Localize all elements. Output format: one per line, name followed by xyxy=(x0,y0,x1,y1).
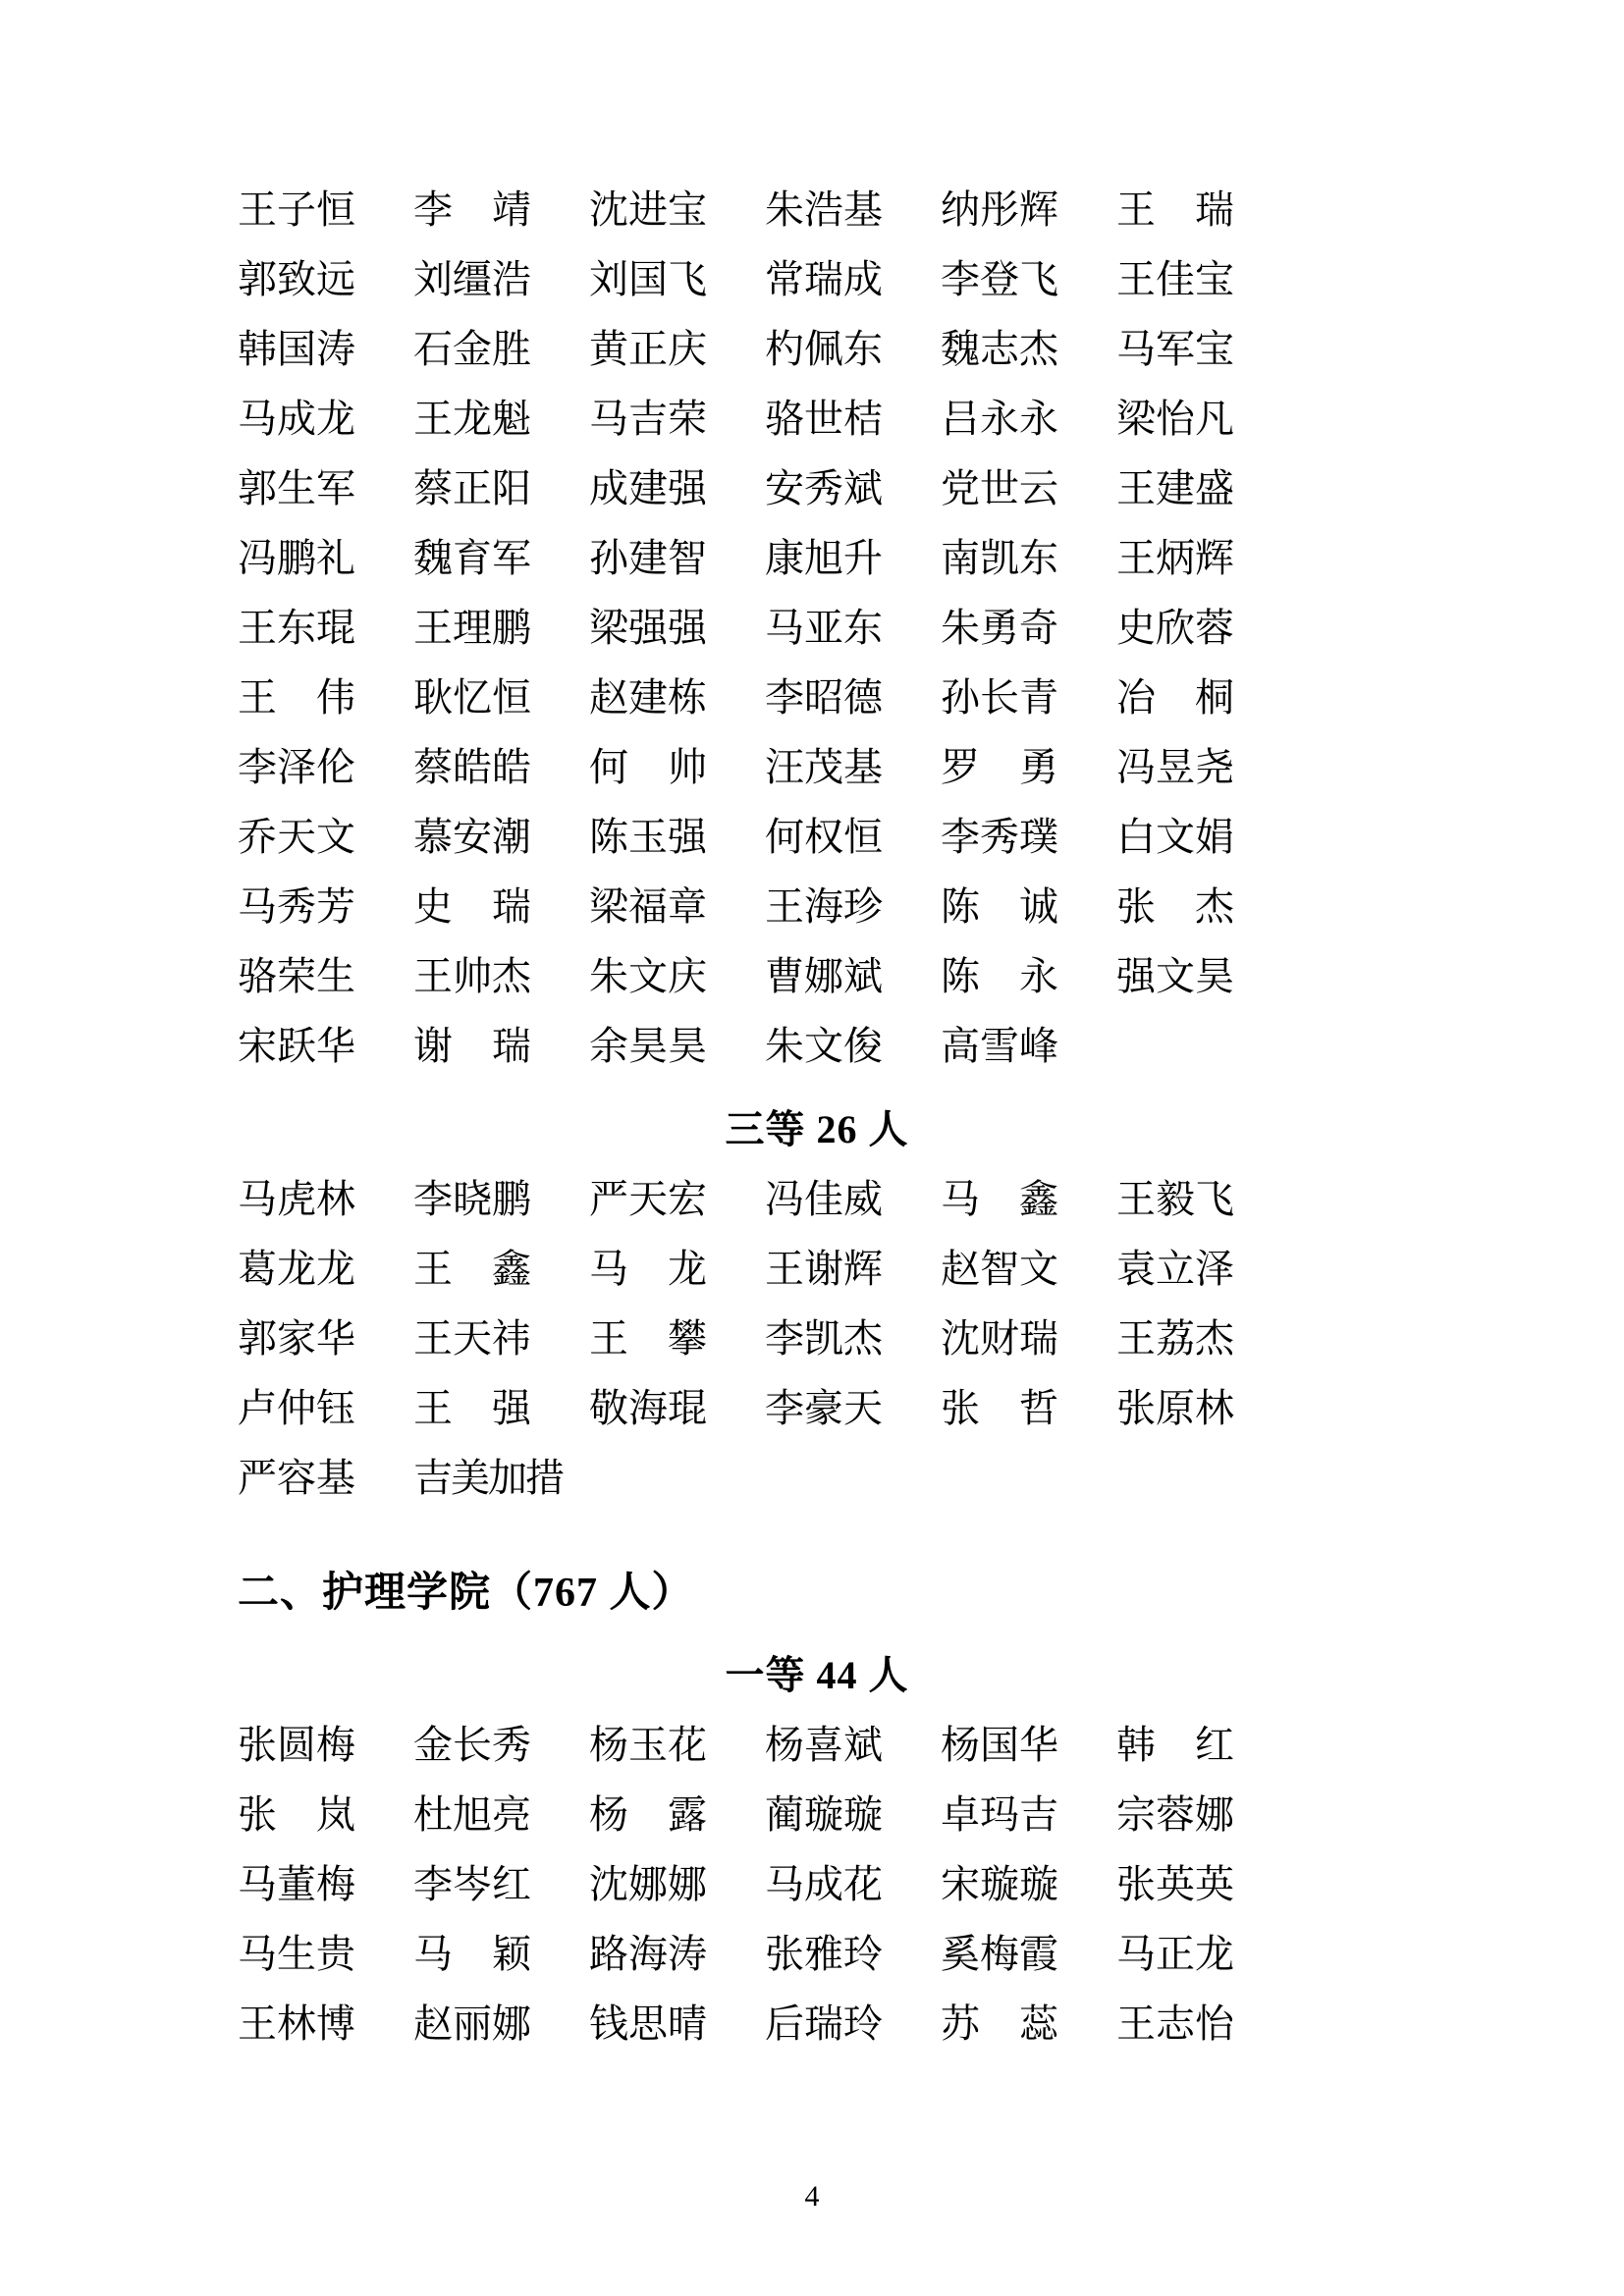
name-cell: 张 哲 xyxy=(941,1386,1058,1430)
name-cell: 耿忆恒 xyxy=(413,675,531,720)
name-cell: 郭生军 xyxy=(238,466,355,510)
name-cell: 严容基 xyxy=(238,1456,355,1500)
name-cell: 赵智文 xyxy=(941,1247,1058,1291)
name-cell: 马 龙 xyxy=(589,1247,707,1291)
name-cell: 杨国华 xyxy=(941,1723,1058,1767)
name-cell: 冯鹏礼 xyxy=(238,536,355,580)
name-cell: 马军宝 xyxy=(1116,327,1234,371)
name-cell: 罗 勇 xyxy=(941,745,1058,789)
name-cell: 刘缰浩 xyxy=(413,257,531,301)
name-cell: 张 岚 xyxy=(238,1792,355,1837)
name-cell: 沈财瑞 xyxy=(941,1316,1058,1361)
name-cell: 陈玉强 xyxy=(589,815,707,859)
name-cell: 乔天文 xyxy=(238,815,355,859)
name-cell: 吉美加措 xyxy=(413,1456,563,1500)
name-cell: 王龙魁 xyxy=(413,397,531,441)
name-cell: 何权恒 xyxy=(765,815,883,859)
name-cell: 党世云 xyxy=(941,466,1058,510)
name-cell: 王 鑫 xyxy=(413,1247,531,1291)
name-cell xyxy=(1116,1443,1292,1513)
name-cell: 张原林 xyxy=(1116,1386,1234,1430)
name-cell: 史 瑞 xyxy=(413,884,531,929)
name-cell xyxy=(589,1443,765,1513)
name-cell: 马成龙 xyxy=(238,397,355,441)
name-cell: 李昭德 xyxy=(765,675,883,720)
page-content xyxy=(238,175,1396,2058)
name-cell: 韩国涛 xyxy=(238,327,355,371)
name-cell: 纳彤辉 xyxy=(941,187,1058,232)
name-cell: 王佳宝 xyxy=(1116,257,1234,301)
name-cell: 赵丽娜 xyxy=(413,2002,531,2046)
name-cell: 梁强强 xyxy=(589,606,707,650)
name-cell: 李凯杰 xyxy=(765,1316,883,1361)
name-cell: 吕永永 xyxy=(941,397,1058,441)
name-cell: 张 杰 xyxy=(1116,884,1234,929)
name-cell: 王荔杰 xyxy=(1116,1316,1234,1361)
name-cell: 朱文庆 xyxy=(589,954,707,998)
name-cell: 宋跃华 xyxy=(238,1024,355,1068)
name-cell: 葛龙龙 xyxy=(238,1247,355,1291)
name-block-nursing-first-grade xyxy=(238,1644,1396,2058)
name-cell: 王林博 xyxy=(238,2002,355,2046)
name-cell: 强文昊 xyxy=(1116,954,1234,998)
name-cell: 蔺璇璇 xyxy=(765,1792,883,1837)
name-cell: 袁立泽 xyxy=(1116,1247,1234,1291)
name-cell: 何 帅 xyxy=(589,745,707,789)
name-cell: 南凯东 xyxy=(941,536,1058,580)
name-cell: 马生贵 xyxy=(238,1932,355,1976)
name-cell: 冯昱尧 xyxy=(1116,745,1234,789)
name-cell: 王建盛 xyxy=(1116,466,1234,510)
name-cell: 宋璇璇 xyxy=(941,1862,1058,1906)
name-cell: 李岑红 xyxy=(413,1862,531,1906)
name-cell xyxy=(1116,1011,1292,1081)
name-grid xyxy=(238,175,1396,1081)
college-heading: 二、护理学院（767 人） xyxy=(238,1571,694,1616)
name-cell: 马 鑫 xyxy=(941,1177,1058,1221)
name-cell: 马董梅 xyxy=(238,1862,355,1906)
name-cell: 石金胜 xyxy=(413,327,531,371)
name-cell: 王东琨 xyxy=(238,606,355,650)
name-grid xyxy=(238,1164,1396,1513)
name-grid xyxy=(238,1710,1396,2058)
name-cell: 王理鹏 xyxy=(413,606,531,650)
name-cell: 朱浩基 xyxy=(765,187,883,232)
name-cell: 杨喜斌 xyxy=(765,1723,883,1767)
name-cell: 康旭升 xyxy=(765,536,883,580)
name-cell: 张圆梅 xyxy=(238,1723,355,1767)
name-cell: 马亚东 xyxy=(765,606,883,650)
name-cell: 马成花 xyxy=(765,1862,883,1906)
name-cell: 梁福章 xyxy=(589,884,707,929)
name-cell: 谢 瑞 xyxy=(413,1024,531,1068)
name-cell: 刘国飞 xyxy=(589,257,707,301)
name-cell: 马虎林 xyxy=(238,1177,355,1221)
name-cell: 蔡正阳 xyxy=(413,466,531,510)
name-cell: 杨玉花 xyxy=(589,1723,707,1767)
name-cell: 成建强 xyxy=(589,466,707,510)
name-cell: 陈 永 xyxy=(941,954,1058,998)
name-cell: 王毅飞 xyxy=(1116,1177,1234,1221)
name-cell: 张英英 xyxy=(1116,1862,1234,1906)
name-cell: 王 瑞 xyxy=(1116,187,1234,232)
name-cell xyxy=(765,1443,941,1513)
name-cell: 安秀斌 xyxy=(765,466,883,510)
name-cell: 蔡皓皓 xyxy=(413,745,531,789)
name-cell: 慕安潮 xyxy=(413,815,531,859)
name-cell: 李泽伦 xyxy=(238,745,355,789)
name-cell: 后瑞玲 xyxy=(765,2002,883,2046)
name-cell: 杨 露 xyxy=(589,1792,707,1837)
name-cell: 王 伟 xyxy=(238,675,355,720)
name-cell: 梁怡凡 xyxy=(1116,397,1234,441)
name-cell: 曹娜斌 xyxy=(765,954,883,998)
name-cell: 韩 红 xyxy=(1116,1723,1234,1767)
name-cell: 陈 诚 xyxy=(941,884,1058,929)
name-cell: 王帅杰 xyxy=(413,954,531,998)
name-cell: 路海涛 xyxy=(589,1932,707,1976)
name-cell: 张雅玲 xyxy=(765,1932,883,1976)
name-cell: 马吉荣 xyxy=(589,397,707,441)
name-cell: 魏育军 xyxy=(413,536,531,580)
name-cell: 冯佳威 xyxy=(765,1177,883,1221)
name-cell: 朱勇奇 xyxy=(941,606,1058,650)
name-cell: 常瑞成 xyxy=(765,257,883,301)
name-block-third-grade xyxy=(238,1098,1396,1513)
name-cell: 沈娜娜 xyxy=(589,1862,707,1906)
name-cell: 苏 蕊 xyxy=(941,2002,1058,2046)
name-cell: 王天祎 xyxy=(413,1316,531,1361)
name-cell: 朱文俊 xyxy=(765,1024,883,1068)
name-cell: 卓玛吉 xyxy=(941,1792,1058,1837)
name-cell: 魏志杰 xyxy=(941,327,1058,371)
name-cell: 沈进宝 xyxy=(589,187,707,232)
name-cell: 王子恒 xyxy=(238,187,355,232)
name-cell: 钱思晴 xyxy=(589,2002,707,2046)
name-cell: 孙建智 xyxy=(589,536,707,580)
name-cell: 郭致远 xyxy=(238,257,355,301)
name-cell: 骆荣生 xyxy=(238,954,355,998)
name-cell: 金长秀 xyxy=(413,1723,531,1767)
name-cell: 杜旭亮 xyxy=(413,1792,531,1837)
name-cell: 李秀璞 xyxy=(941,815,1058,859)
name-cell: 余昊昊 xyxy=(589,1024,707,1068)
name-cell: 高雪峰 xyxy=(941,1024,1058,1068)
name-cell: 郭家华 xyxy=(238,1316,355,1361)
name-cell: 严天宏 xyxy=(589,1177,707,1221)
name-cell: 马 颖 xyxy=(413,1932,531,1976)
name-cell: 骆世桔 xyxy=(765,397,883,441)
name-cell: 王海珍 xyxy=(765,884,883,929)
name-cell: 卢仲钰 xyxy=(238,1386,355,1430)
name-cell: 李豪天 xyxy=(765,1386,883,1430)
name-cell: 李登飞 xyxy=(941,257,1058,301)
name-cell: 奚梅霞 xyxy=(941,1932,1058,1976)
name-cell: 敬海琨 xyxy=(589,1386,707,1430)
name-cell: 王 强 xyxy=(413,1386,531,1430)
name-cell: 王志怡 xyxy=(1116,2002,1234,2046)
name-cell: 马正龙 xyxy=(1116,1932,1234,1976)
name-cell: 汪茂基 xyxy=(765,745,883,789)
name-cell: 王炳辉 xyxy=(1116,536,1234,580)
name-block-continued xyxy=(238,175,1396,1081)
name-cell: 马秀芳 xyxy=(238,884,355,929)
name-cell: 李晓鹏 xyxy=(413,1177,531,1221)
name-cell: 白文娟 xyxy=(1116,815,1234,859)
name-cell: 赵建栋 xyxy=(589,675,707,720)
name-cell: 杓佩东 xyxy=(765,327,883,371)
name-cell: 李 靖 xyxy=(413,187,531,232)
name-cell: 王 攀 xyxy=(589,1316,707,1361)
section-heading-third-grade: 三等 26 人 xyxy=(725,1107,909,1151)
name-cell: 孙长青 xyxy=(941,675,1058,720)
page-number: 4 xyxy=(804,2180,820,2213)
name-cell: 王谢辉 xyxy=(765,1247,883,1291)
name-cell: 黄正庆 xyxy=(589,327,707,371)
name-cell: 冶 桐 xyxy=(1116,675,1234,720)
name-cell: 史欣蓉 xyxy=(1116,606,1234,650)
name-cell xyxy=(941,1443,1116,1513)
name-cell: 宗蓉娜 xyxy=(1116,1792,1234,1837)
section-heading-first-grade: 一等 44 人 xyxy=(725,1653,909,1697)
